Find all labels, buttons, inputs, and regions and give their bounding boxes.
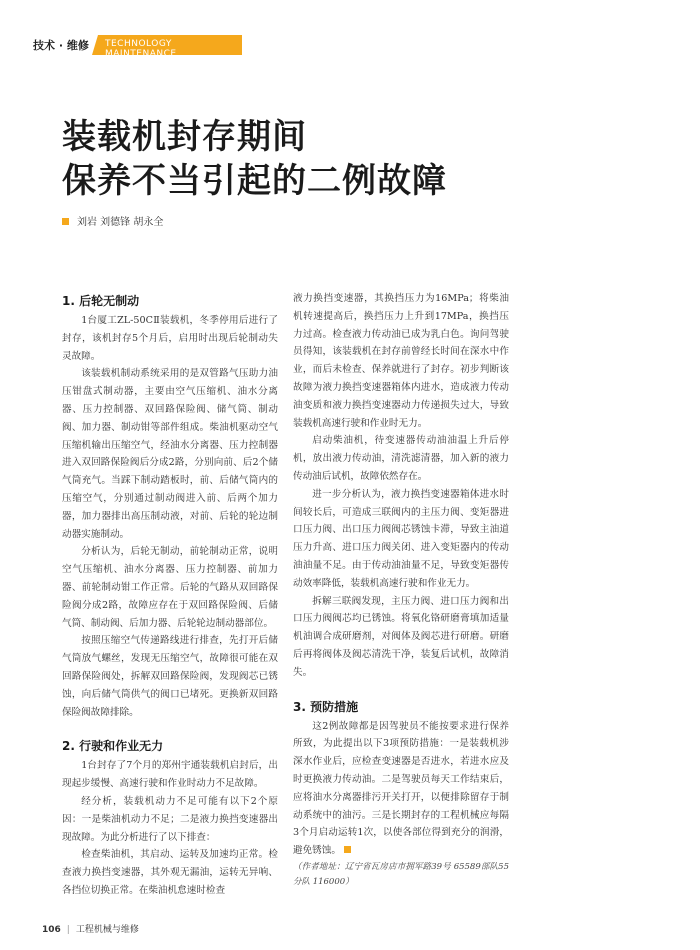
footer-separator: | <box>66 925 70 935</box>
title-line-1: 装载机封存期间 <box>62 117 307 157</box>
column-right <box>293 290 509 890</box>
section-1-heading: 1. 后轮无制动 <box>62 294 140 308</box>
paragraph-continued: 液力换挡变速器，其换挡压力为16MPa；将柴油机转速提高后，换挡压力上升到17MPa，换挡压力过高。检查液力传动油已成为乳白色。询问驾驶员得知，该装载机在封存前曾经长时间在深水中作业，而后未检查、保养就进行了封存。初步判断该故障为液力换挡变速器箱体内进水，造成液力传动油变质和液力换挡变速器动力传递损失过大，导致装载机高速行驶和作业时无力。 <box>293 293 509 429</box>
paragraph: 进一步分析认为，液力换挡变速器箱体进水时间较长后，可造成三联阀内的主压力阀、变矩器进口压力阀、出口压力阀阀芯锈蚀卡滞，导致主油道压力升高、进口压力阀关闭、进入变矩器内的传动油油量不足。由于传动油油量不足，导致变矩器传动效率降低，装载机高速行驶和作业无力。 <box>293 488 509 589</box>
journal-name: 工程机械与维修 <box>75 925 139 935</box>
title-line-2: 保养不当引起的二例故障 <box>62 161 447 201</box>
paragraph: 分析认为，后轮无制动，前轮制动正常，说明空气压缩机、油水分离器、压力控制器、前加力器、前轮制动钳工作正常。后轮的气路从双回路保险阀分成2路，故障应存在于双回路保险阀、后储气筒、制动阀、后加力器、后轮轮边制动器部位。 <box>62 546 278 629</box>
paragraph: 拆解三联阀发现，主压力阀、进口压力阀和出口压力阀阀芯均已锈蚀。将氧化铬研磨膏填加适量机油调合成研磨剂，对阀体及阀芯进行研磨。研磨后再将阀体及阀芯清洗干净，装复后试机，故障消失。 <box>293 595 509 678</box>
author-address: （作者地址：辽宁省瓦房店市拥军路39号 65589部队55分队 116000） <box>293 861 509 887</box>
paragraph: 1台封存了7个月的郑州宇通装载机启封后，出现起步缓慢、高速行驶和作业时动力不足故障。 <box>62 760 278 790</box>
author-marker-icon <box>62 218 69 225</box>
spacer <box>62 721 278 735</box>
column-left <box>62 290 278 900</box>
page-number: 106 <box>42 925 61 935</box>
paragraph: 1台厦工ZL-50CⅡ装载机，冬季停用后进行了封存，该机封存5个月后，启用时出现后轮制动失灵故障。 <box>62 315 278 362</box>
paragraph: 经分析，装载机动力不足可能有以下2个原因：一是柴油机动力不足；二是液力换挡变速器出现故障。为此分析进行了以下排查： <box>62 795 278 843</box>
spacer <box>293 682 509 696</box>
section-label: 技术 · 维修 <box>33 39 89 52</box>
paragraph <box>293 718 509 860</box>
article-title <box>62 115 447 203</box>
section-header <box>0 35 245 59</box>
section-label-en: TECHNOLOGY MAINTENANCE <box>105 39 177 59</box>
end-mark-icon <box>344 846 351 853</box>
section-3-heading: 3. 预防措施 <box>293 699 359 714</box>
section-2-heading: 2. 行驶和作业无力 <box>62 739 164 754</box>
paragraph: 按照压缩空气传递路线进行排查，先打开后储气筒放气螺丝，发现无压缩空气，故障很可能在双回路保险阀处，拆解双回路保险阀，发现阀芯已锈蚀，向后储气筒供气的阀口已堵死。更换新双回路保险阀故障排除。 <box>62 635 278 718</box>
authors <box>62 213 163 228</box>
paragraph: 启动柴油机，待变速器传动油油温上升后停机，放出液力传动油，清洗滤清器，加入新的液力传动油后试机，故障依然存在。 <box>293 435 509 482</box>
paragraph: 检查柴油机，其启动、运转及加速均正常。检查液力换挡变速器，其外观无漏油，运转无异响、各挡位切换正常。在柴油机怠速时检查 <box>62 849 278 896</box>
paragraph: 该装载机制动系统采用的是双管路气压助力油压钳盘式制动器，主要由空气压缩机、油水分离器、压力控制器、双回路保险阀、储气筒、制动阀、加力器、制动钳等部件组成。柴油机驱动空气压缩机输出压缩空气，经油水分离器、压力控制器进入双回路保险阀后分成2路，分别向前、后2个储气筒充气。当踩下制动踏板时，前、后储气筒内的压缩空气，分别通过制动阀进入前、后两个加力器，加力器排出高压制动液，对前、后轮的轮边制动器实施制动。 <box>62 368 278 540</box>
paragraph-text: 这2例故障都是因驾驶员不能按要求进行保养所致，为此提出以下3项预防措施：一是装载机涉深水作业后，应检查变速器是否进水，若进水应及时更换液力传动油。二是驾驶员每天工作结束后，应将油水分离器排污开关打开，以便排除留存于制动系统中的油污。三是长期封存的工程机械应每隔3个月启动运转1次，以使各部位得到充分的润滑，避免锈蚀。 <box>293 720 509 857</box>
author-names: 刘岩 刘德锋 胡永全 <box>77 217 164 228</box>
page-footer <box>42 922 139 935</box>
